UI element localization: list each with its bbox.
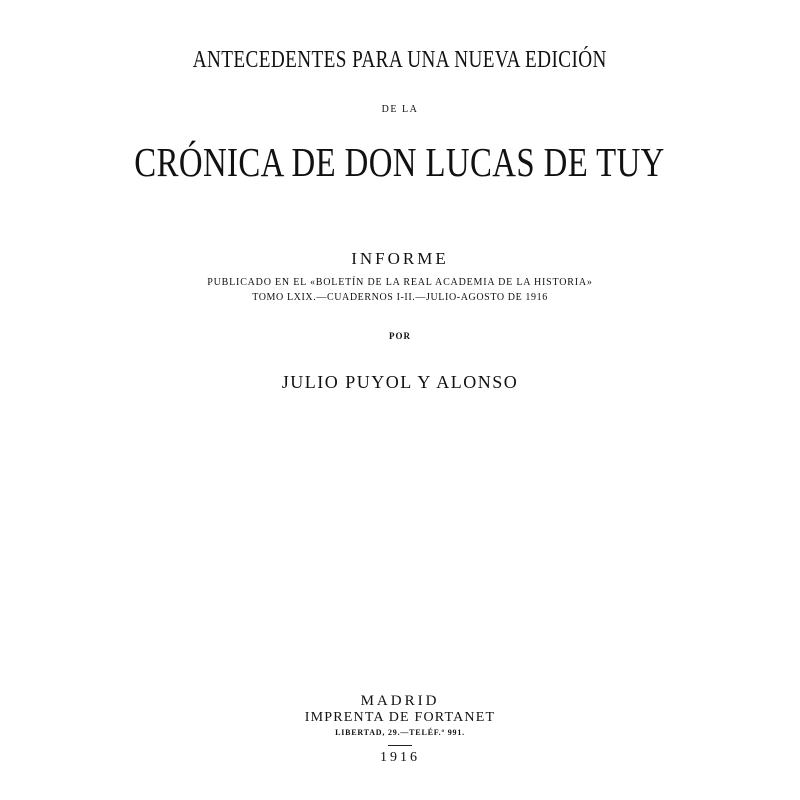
report-label: INFORME bbox=[351, 249, 449, 268]
imprint-year: 1916 bbox=[380, 750, 420, 765]
author-name: JULIO PUYOL Y ALONSO bbox=[281, 372, 519, 392]
main-title-text: CRÓNICA DE DON LUCAS DE TUY bbox=[134, 139, 666, 185]
imprint-city: MADRID bbox=[360, 693, 440, 709]
published-line-1: PUBLICADO EN EL «BOLETÍN DE LA REAL ACADEMIA DE LA HISTORIA» bbox=[207, 277, 593, 288]
imprint-address: LIBERTAD, 29.—TELÉF.º 991. bbox=[335, 728, 465, 737]
divider-rule bbox=[388, 745, 412, 746]
imprint-printer: IMPRENTA DE FORTANET bbox=[304, 710, 496, 725]
heading-line-1-text: ANTECEDENTES PARA UNA NUEVA EDICIÓN bbox=[192, 47, 608, 73]
by-label: POR bbox=[389, 331, 411, 341]
main-title bbox=[0, 139, 800, 185]
heading-line-1 bbox=[0, 48, 800, 72]
heading-line-2: DE LA bbox=[381, 104, 419, 115]
published-line-2: TOMO LXIX.—CUADERNOS I-II.—JULIO-AGOSTO DE 1916 bbox=[252, 292, 548, 303]
